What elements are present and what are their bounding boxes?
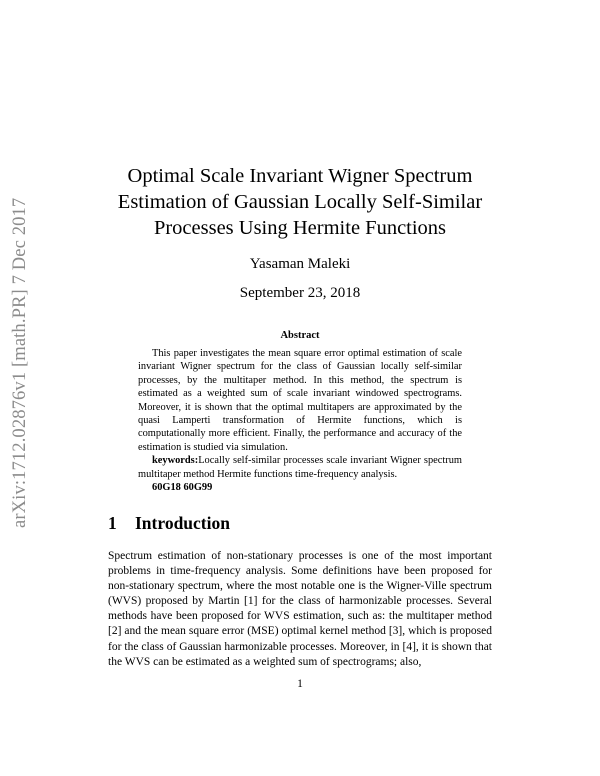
section-heading <box>108 513 230 534</box>
msc-codes: 60G18 60G99 <box>152 482 213 494</box>
paper-title <box>100 163 500 241</box>
page-number: 1 <box>297 678 303 690</box>
paper-date: September 23, 2018 <box>239 285 361 301</box>
section-title: Introduction <box>135 513 230 533</box>
abstract-section <box>138 347 462 494</box>
title-line-2: Estimation of Gaussian Locally Self-Similar <box>117 191 483 213</box>
abstract-heading: Abstract <box>280 330 320 341</box>
introduction-body <box>108 549 492 670</box>
keywords-label: keywords: <box>152 455 199 467</box>
author-name: Yasaman Maleki <box>249 256 351 272</box>
section-number: 1 <box>108 513 117 533</box>
title-line-3: Processes Using Hermite Functions <box>153 217 447 239</box>
keywords-text: Locally self-similar processes scale invariant Wigner spectrum multitaper method Hermite functions time-frequency analysis. <box>138 455 462 480</box>
arxiv-identifier: arXiv:1712.02876v1 [math.PR] 7 Dec 2017 <box>9 197 30 528</box>
abstract-paragraph: This paper investigates the mean square error optimal estimation of scale invariant Wigner spectrum for the class of Gaussian locally self-similar processes, by the multitaper method. In this method, the spectrum is estimated as a weighted sum of scale invariant windowed spectrograms. Moreover, it is shown that the optimal multitapers are approximated by the quasi Lamperti transformation of Hermite functions, which is computationally more efficient. Finally, the performance and accuracy of the estimation is studied via simulation. <box>138 348 462 453</box>
keywords-line <box>138 454 462 481</box>
introduction-paragraph: Spectrum estimation of non-stationary processes is one of the most important problems in time-frequency analysis. Some definitions have been proposed for non-stationary spectrum, where the most notable one is the Wigner-Ville spectrum (WVS) proposed by Martin [1] for the class of harmonizable processes. Several methods have been proposed for WVS estimation, such as: the multitaper method [2] and the mean square error (MSE) optimal kernel method [3], which is proposed for the class of Gaussian harmonizable processes. Moreover, in [4], it is shown that the WVS can be estimated as a weighted sum of spectrograms; also, <box>108 550 492 668</box>
title-line-1: Optimal Scale Invariant Wigner Spectrum <box>127 165 473 187</box>
